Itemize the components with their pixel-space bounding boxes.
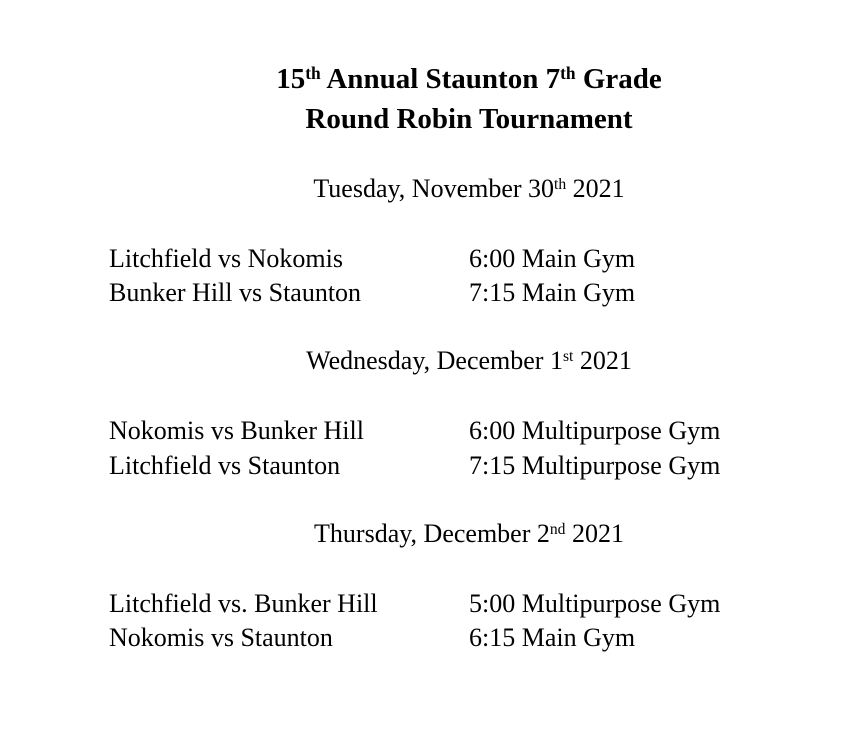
title-ordinal-suffix: th bbox=[305, 63, 321, 84]
game-time-location: 6:00 Multipurpose Gym bbox=[469, 416, 721, 445]
game-time-location: 6:15 Main Gym bbox=[469, 623, 636, 652]
title-text: Annual Staunton 7 bbox=[320, 63, 561, 95]
game-time-location: 7:15 Main Gym bbox=[469, 278, 636, 307]
game-time-location: 7:15 Multipurpose Gym bbox=[469, 451, 721, 480]
game-matchup: Nokomis vs Bunker Hill bbox=[109, 416, 364, 445]
day-ordinal-suffix: th bbox=[554, 176, 567, 194]
game-matchup: Litchfield vs. Bunker Hill bbox=[109, 589, 378, 618]
day-year: 2021 bbox=[573, 346, 632, 375]
game-matchup: Litchfield vs Staunton bbox=[109, 451, 341, 480]
game-matchup: Bunker Hill vs Staunton bbox=[109, 278, 362, 307]
day-year: 2021 bbox=[565, 519, 624, 548]
game-time-location: 6:00 Main Gym bbox=[469, 244, 636, 273]
day-heading-text: Wednesday, December 1 bbox=[306, 346, 563, 375]
title-line-1 bbox=[0, 62, 864, 96]
game-matchup: Litchfield vs Nokomis bbox=[109, 244, 343, 273]
game-time-location: 5:00 Multipurpose Gym bbox=[469, 589, 721, 618]
day-heading-tuesday bbox=[0, 174, 864, 204]
game-matchup: Nokomis vs Staunton bbox=[109, 623, 333, 652]
day-heading-text: Thursday, December 2 bbox=[314, 519, 550, 548]
title-number: 15 bbox=[276, 63, 306, 95]
title-grade-suffix: th bbox=[560, 63, 576, 84]
day-ordinal-suffix: nd bbox=[549, 521, 566, 539]
title-line-2: Round Robin Tournament bbox=[305, 103, 633, 135]
day-year: 2021 bbox=[566, 174, 625, 203]
title-grade-word: Grade bbox=[575, 63, 662, 95]
day-heading-text: Tuesday, November 30 bbox=[313, 174, 555, 203]
day-heading-wednesday bbox=[0, 346, 864, 376]
day-heading-thursday bbox=[0, 519, 864, 549]
day-ordinal-suffix: st bbox=[562, 348, 574, 366]
